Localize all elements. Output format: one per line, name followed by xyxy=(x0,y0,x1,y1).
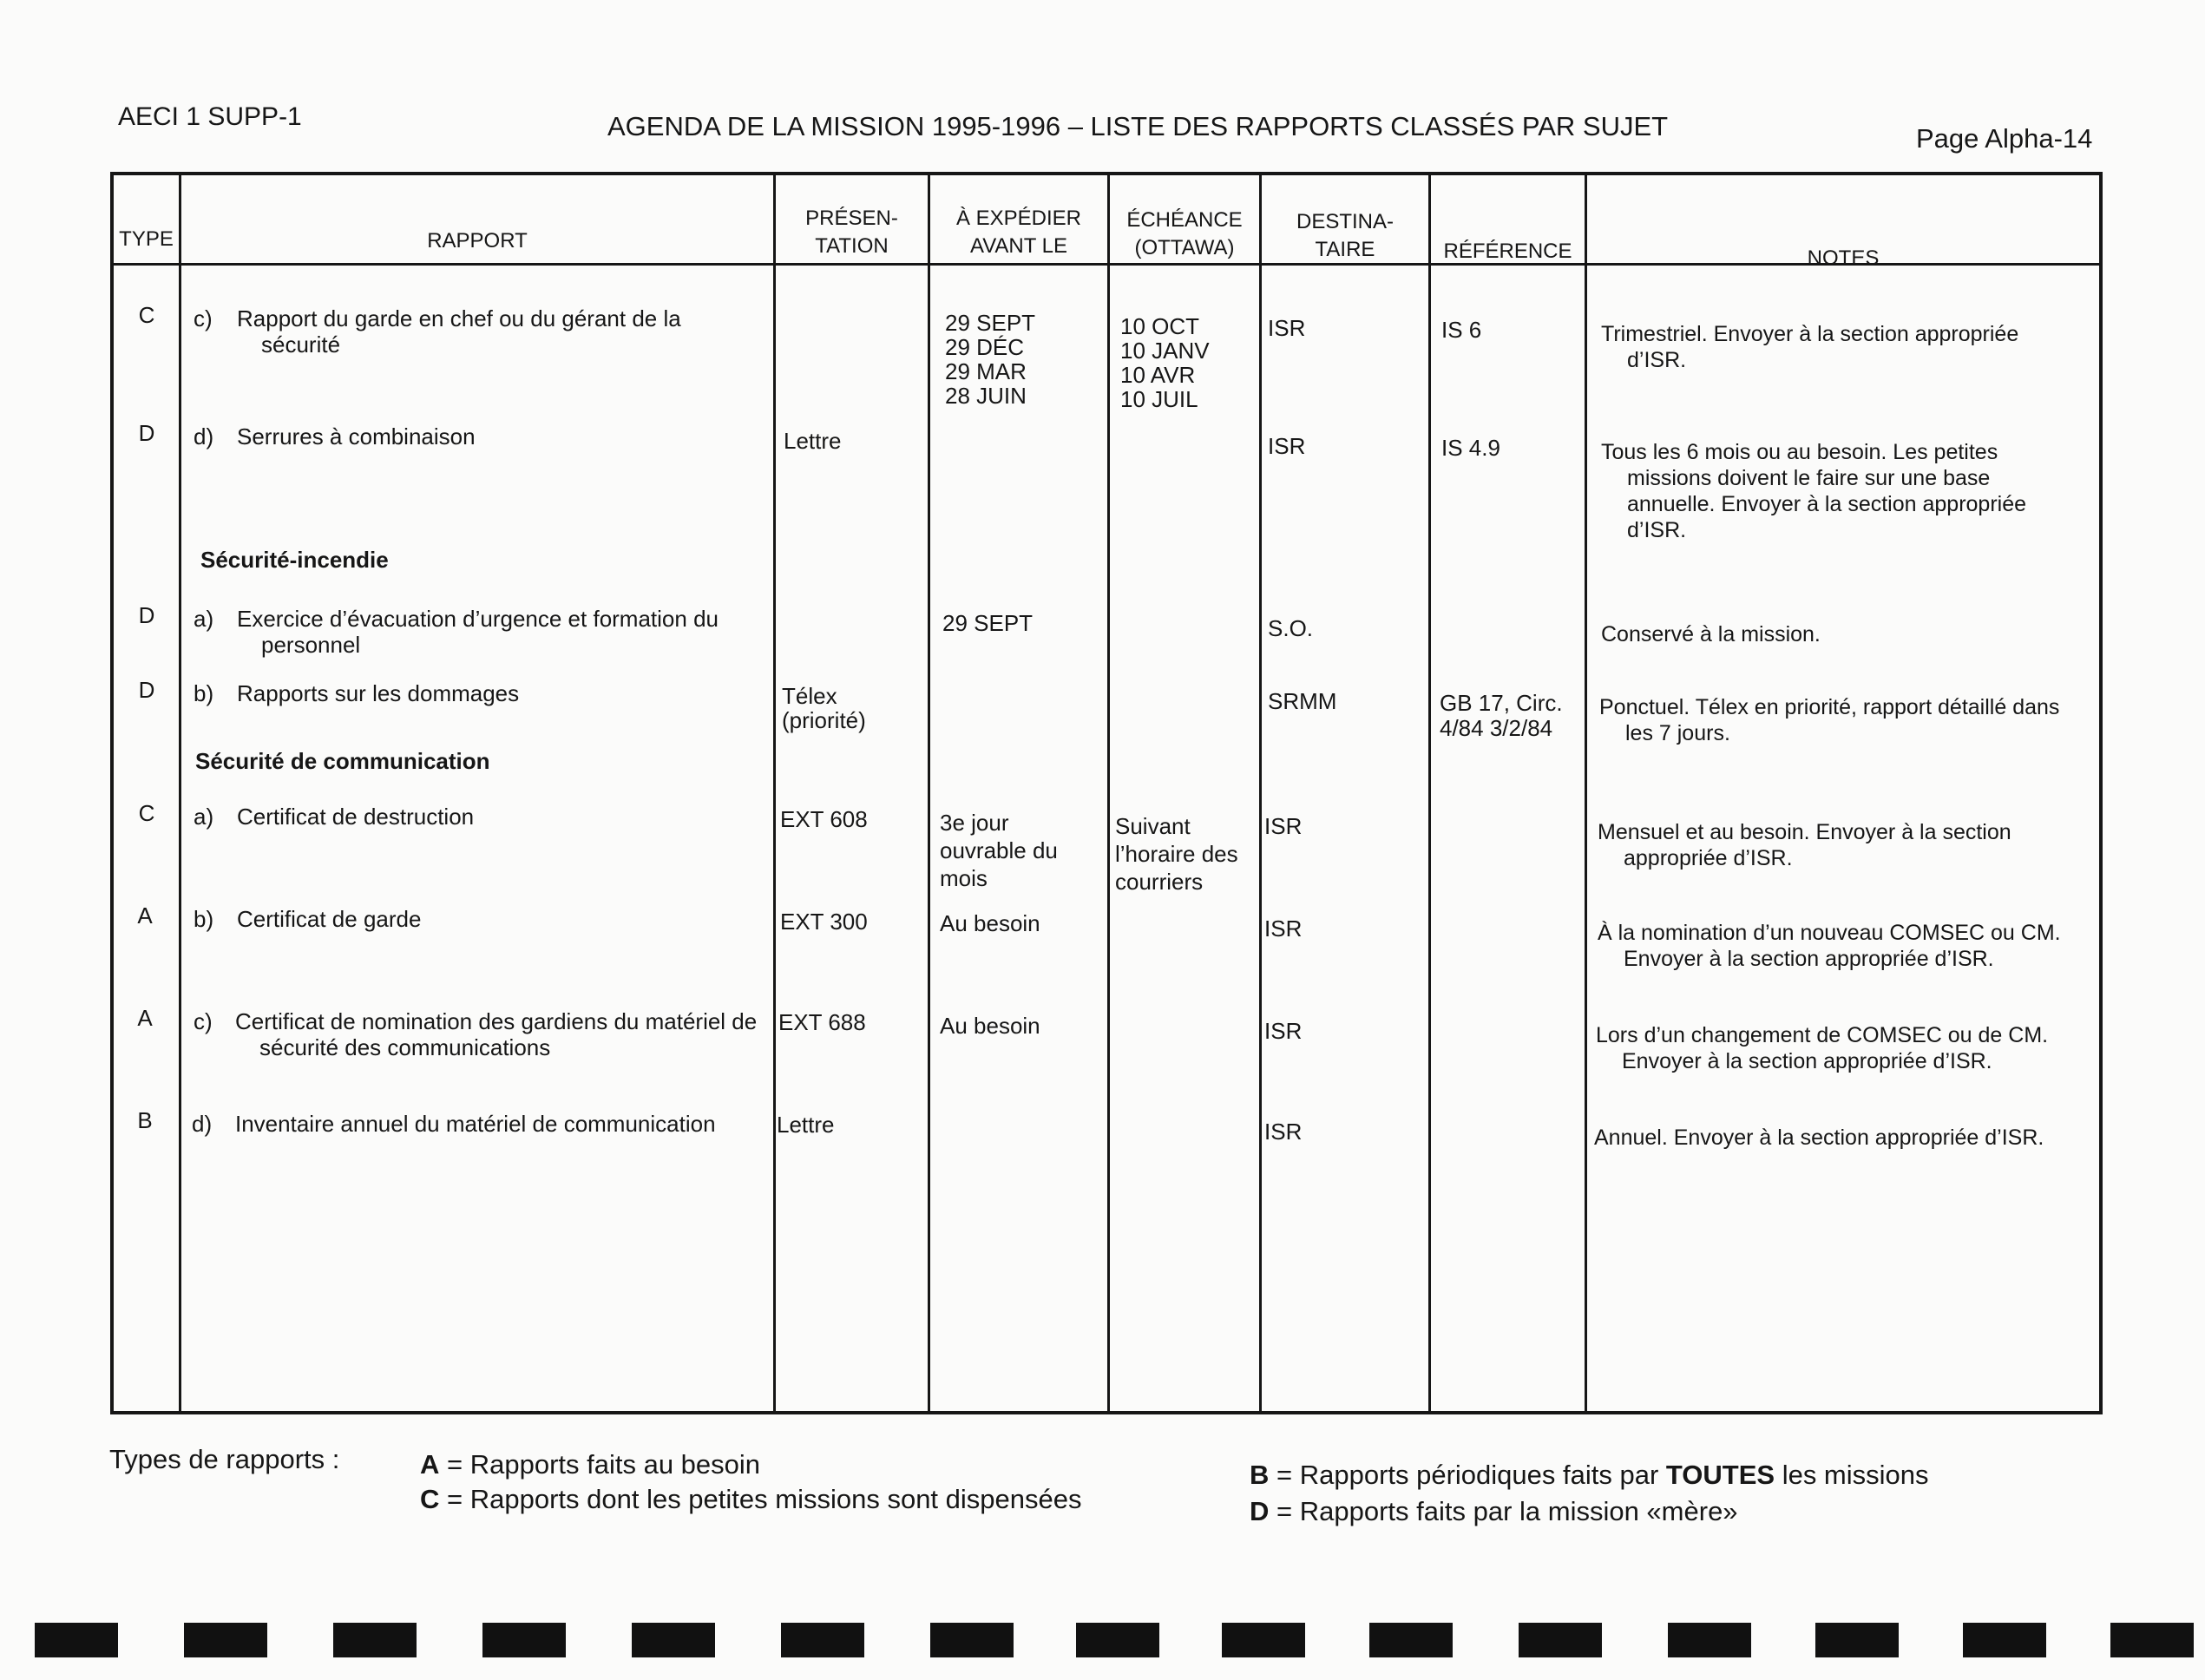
page-number: Page Alpha-14 xyxy=(1916,123,2093,154)
row-letter: b) xyxy=(194,680,214,706)
row-rapport: Rapports sur les dommages xyxy=(237,680,520,706)
registration-mark xyxy=(1519,1623,1602,1657)
registration-mark xyxy=(781,1623,864,1657)
registration-mark xyxy=(2110,1623,2194,1657)
row-notes: Annuel. Envoyer à la section appropriée d’ISR. xyxy=(1594,1125,2044,1150)
legend-c-key: C xyxy=(420,1484,440,1514)
registration-mark xyxy=(930,1623,1014,1657)
registration-mark xyxy=(1963,1623,2046,1657)
row-letter: c) xyxy=(194,305,213,331)
row-destinataire: ISR xyxy=(1264,813,1303,839)
legend-d-key: D xyxy=(1250,1496,1270,1526)
document-title: AGENDA DE LA MISSION 1995-1996 – LISTE DES RAPPORTS CLASSÉS PAR SUJET xyxy=(607,111,1669,141)
col-divider xyxy=(1259,175,1262,1411)
row-reference: IS 6 xyxy=(1441,317,1482,343)
row-rapport: Certificat de destruction xyxy=(237,804,475,830)
row-letter: d) xyxy=(194,423,214,450)
registration-mark xyxy=(1222,1623,1305,1657)
legend-label: Types de rapports : xyxy=(109,1444,340,1474)
registration-mark xyxy=(1815,1623,1899,1657)
legend-d xyxy=(1250,1496,1738,1527)
row-destinataire: ISR xyxy=(1264,1119,1303,1145)
registration-mark xyxy=(1369,1623,1453,1657)
legend-b xyxy=(1250,1460,1929,1491)
row-letter: a) xyxy=(194,804,214,830)
row-type: C xyxy=(138,800,155,826)
row-echeance: Suivant l’horaire des courriers xyxy=(1115,813,1238,895)
col-header-presentation: PRÉSEN- TATION xyxy=(805,207,898,258)
row-expedier: 29 SEPT 29 DÉC 29 MAR 28 JUIN xyxy=(945,310,1036,409)
row-destinataire: ISR xyxy=(1264,1018,1303,1044)
row-type: C xyxy=(138,302,155,328)
col-header-destinataire: DESTINA- TAIRE xyxy=(1296,210,1394,261)
registration-mark xyxy=(1076,1623,1159,1657)
legend-b-bold: TOUTES xyxy=(1665,1460,1775,1490)
registration-mark xyxy=(482,1623,566,1657)
row-rapport: Certificat de nomination des gardiens du matériel de sécurité des communications xyxy=(235,1008,758,1060)
row-letter: c) xyxy=(194,1008,213,1034)
row-notes: À la nomination d’un nouveau COMSEC ou CM. Envoyer à la section appropriée d’ISR. xyxy=(1598,921,2061,971)
registration-mark xyxy=(1668,1623,1751,1657)
row-type: D xyxy=(138,420,155,446)
row-rapport: Inventaire annuel du matériel de communication xyxy=(235,1111,716,1137)
row-reference: GB 17, Circ. 4/84 3/2/84 xyxy=(1440,690,1563,741)
row-presentation: Télex (priorité) xyxy=(782,683,866,733)
col-divider xyxy=(1107,175,1110,1411)
row-type: A xyxy=(137,1005,153,1031)
section-heading-comsec: Sécurité de communication xyxy=(195,748,490,774)
row-presentation: EXT 300 xyxy=(780,909,868,935)
row-rapport: Exercice d’évacuation d’urgence et formation du personnel xyxy=(237,606,719,658)
legend-b-text: = Rapports périodiques faits par xyxy=(1269,1460,1666,1490)
col-divider xyxy=(1585,175,1587,1411)
col-divider xyxy=(1428,175,1431,1411)
legend-d-text: = Rapports faits par la mission «mère» xyxy=(1269,1496,1738,1526)
row-expedier: Au besoin xyxy=(940,910,1040,936)
col-header-notes: NOTES xyxy=(1807,246,1880,270)
legend-b-text-end: les missions xyxy=(1775,1460,1929,1490)
row-notes: Tous les 6 mois ou au besoin. Les petites missions doivent le faire sur une base annuelle. Envoyer à la section appropriée d’ISR. xyxy=(1601,440,2027,542)
row-echeance: 10 OCT 10 JANV 10 AVR 10 JUIL xyxy=(1120,313,1210,412)
reports-table xyxy=(110,172,2103,1414)
legend-b-key: B xyxy=(1250,1460,1270,1490)
row-destinataire: ISR xyxy=(1268,433,1306,459)
registration-mark xyxy=(184,1623,267,1657)
registration-mark xyxy=(35,1623,118,1657)
row-presentation: Lettre xyxy=(784,428,842,454)
row-notes: Ponctuel. Télex en priorité, rapport détaillé dans les 7 jours. xyxy=(1599,695,2060,745)
row-notes: Conservé à la mission. xyxy=(1601,622,1821,646)
legend-a xyxy=(420,1449,760,1480)
row-presentation: EXT 688 xyxy=(778,1009,866,1035)
col-divider xyxy=(773,175,776,1411)
row-presentation: Lettre xyxy=(777,1112,835,1138)
row-destinataire: ISR xyxy=(1264,915,1303,942)
row-rapport: Certificat de garde xyxy=(237,906,422,932)
row-notes: Lors d’un changement de COMSEC ou de CM. Envoyer à la section appropriée d’ISR. xyxy=(1596,1023,2049,1073)
registration-mark xyxy=(333,1623,417,1657)
row-letter: d) xyxy=(192,1111,213,1137)
row-destinataire: ISR xyxy=(1268,315,1306,341)
row-rapport: Rapport du garde en chef ou du gérant de la sécurité xyxy=(237,305,681,358)
row-expedier: 3e jour ouvrable du mois xyxy=(940,810,1058,891)
row-notes: Trimestriel. Envoyer à la section appropriée d’ISR. xyxy=(1601,322,2019,372)
registration-mark xyxy=(632,1623,715,1657)
row-type: A xyxy=(137,902,153,929)
row-notes: Mensuel et au besoin. Envoyer à la section appropriée d’ISR. xyxy=(1598,820,2011,870)
row-type: D xyxy=(138,602,155,628)
col-header-expedier: À EXPÉDIER AVANT LE xyxy=(955,207,1082,258)
row-rapport: Serrures à combinaison xyxy=(237,423,476,450)
row-expedier: 29 SEPT xyxy=(942,610,1034,636)
row-type: D xyxy=(138,677,155,703)
col-header-reference: RÉFÉRENCE xyxy=(1443,240,1572,263)
legend-c-text: = Rapports dont les petites missions sont dispensées xyxy=(439,1484,1082,1514)
col-header-type: TYPE xyxy=(119,227,174,251)
col-header-echeance: ÉCHÉANCE (OTTAWA) xyxy=(1126,208,1243,259)
row-reference: IS 4.9 xyxy=(1441,435,1500,461)
row-presentation: EXT 608 xyxy=(780,806,868,832)
document-id: AECI 1 SUPP-1 xyxy=(118,102,302,131)
row-letter: b) xyxy=(194,906,214,932)
col-divider xyxy=(179,175,181,1411)
row-destinataire: S.O. xyxy=(1268,615,1314,641)
row-expedier: Au besoin xyxy=(940,1013,1040,1039)
row-letter: a) xyxy=(194,606,214,632)
legend-a-key: A xyxy=(420,1449,440,1480)
legend-a-text: = Rapports faits au besoin xyxy=(439,1449,761,1480)
section-heading-fire-safety: Sécurité-incendie xyxy=(200,547,389,573)
row-destinataire: SRMM xyxy=(1268,688,1337,714)
legend-c xyxy=(420,1484,1082,1515)
row-type: B xyxy=(137,1107,153,1133)
col-header-rapport: RAPPORT xyxy=(427,229,528,253)
col-divider xyxy=(928,175,930,1411)
